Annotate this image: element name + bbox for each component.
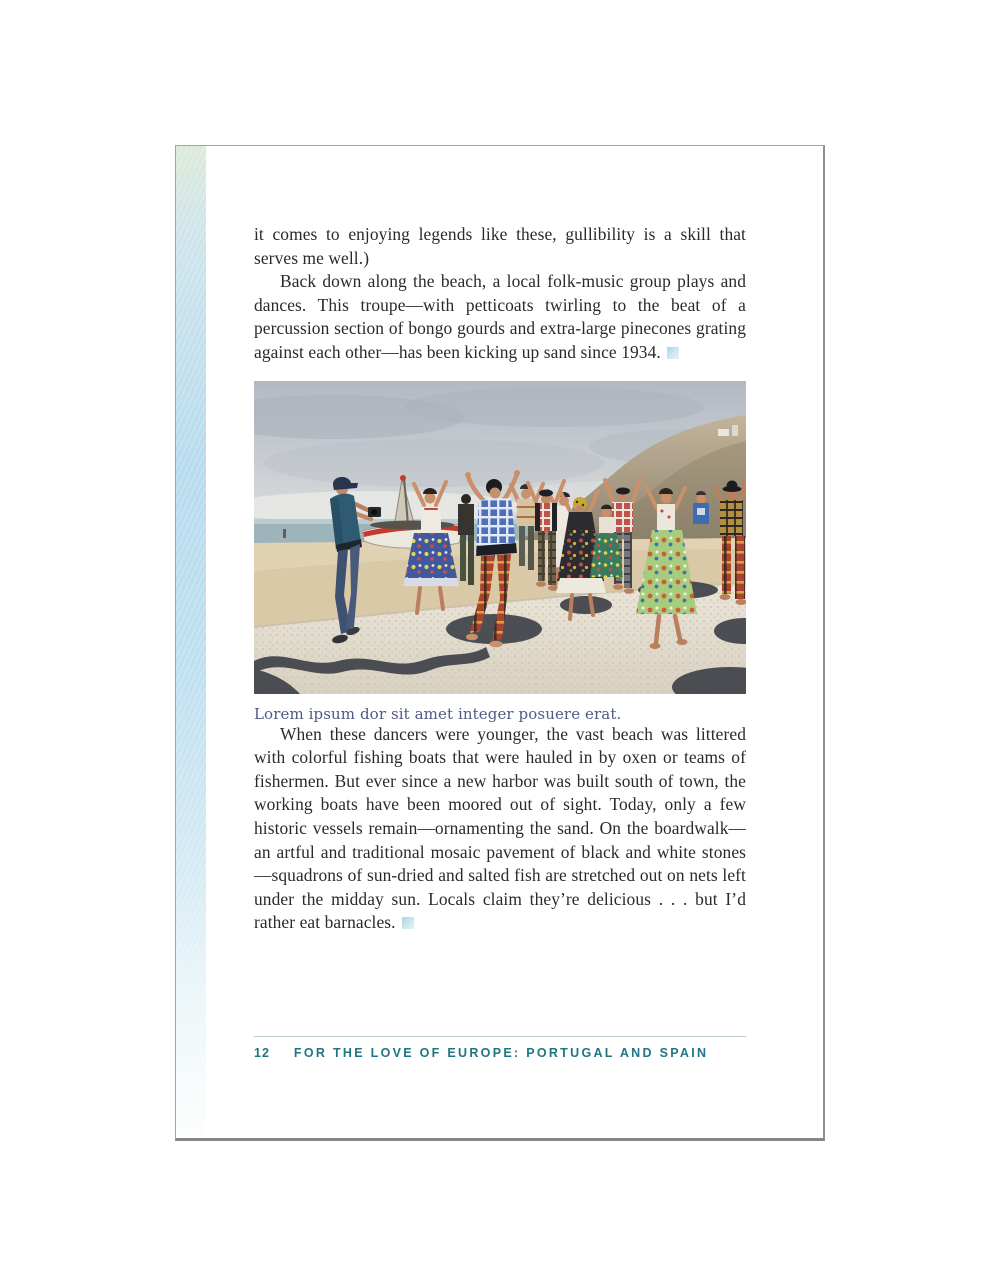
page-number: 12	[254, 1046, 270, 1060]
distant-person	[283, 529, 286, 538]
book-page	[175, 145, 825, 1141]
paragraph-text: When these dancers were younger, the vast beach was littered with colorful fishing boats that were hauled in by oxen or teams of fishermen. But ever since a new harbor was built south of town, the working boats have been moored out of sight. Today, only a few historic vessels remain—ornamenting the sand. On the boardwalk—an artful and traditional mosaic pavement of black and white stones—squadrons of sun-dried and salted fish are stretched out on nets left under the midday sun. Locals claim they’re delicious . . . but I’d rather eat barnacles.	[254, 723, 746, 933]
section-end-marker-icon	[402, 917, 414, 929]
paragraph-text: Back down along the beach, a local folk-music group plays and dances. This troupe—with petticoats twirling to the beat of a percussion section of bongo gourds and extra-large pinecones grating against each other—has been kicking up sand since 1934.	[254, 271, 746, 362]
paragraph-text: it comes to enjoying legends like these, gullibility is a skill that serves me well.)	[254, 224, 746, 268]
paragraph-continuation	[254, 223, 746, 270]
photo-figure	[254, 381, 746, 723]
photo-caption: Lorem ipsum dor sit amet integer posuere erat.	[254, 704, 622, 723]
page-content	[254, 223, 746, 935]
paragraph-dancers-history	[254, 723, 746, 935]
paragraph-folk-music	[254, 270, 746, 364]
section-end-marker-icon	[667, 347, 679, 359]
photo-illustration	[254, 381, 746, 694]
page-footer	[254, 1036, 746, 1060]
page-edge-gradient	[176, 146, 206, 1138]
running-title: FOR THE LOVE OF EUROPE: PORTUGAL AND SPAIN	[293, 1046, 709, 1060]
dancer-dark-hooded	[458, 494, 474, 585]
